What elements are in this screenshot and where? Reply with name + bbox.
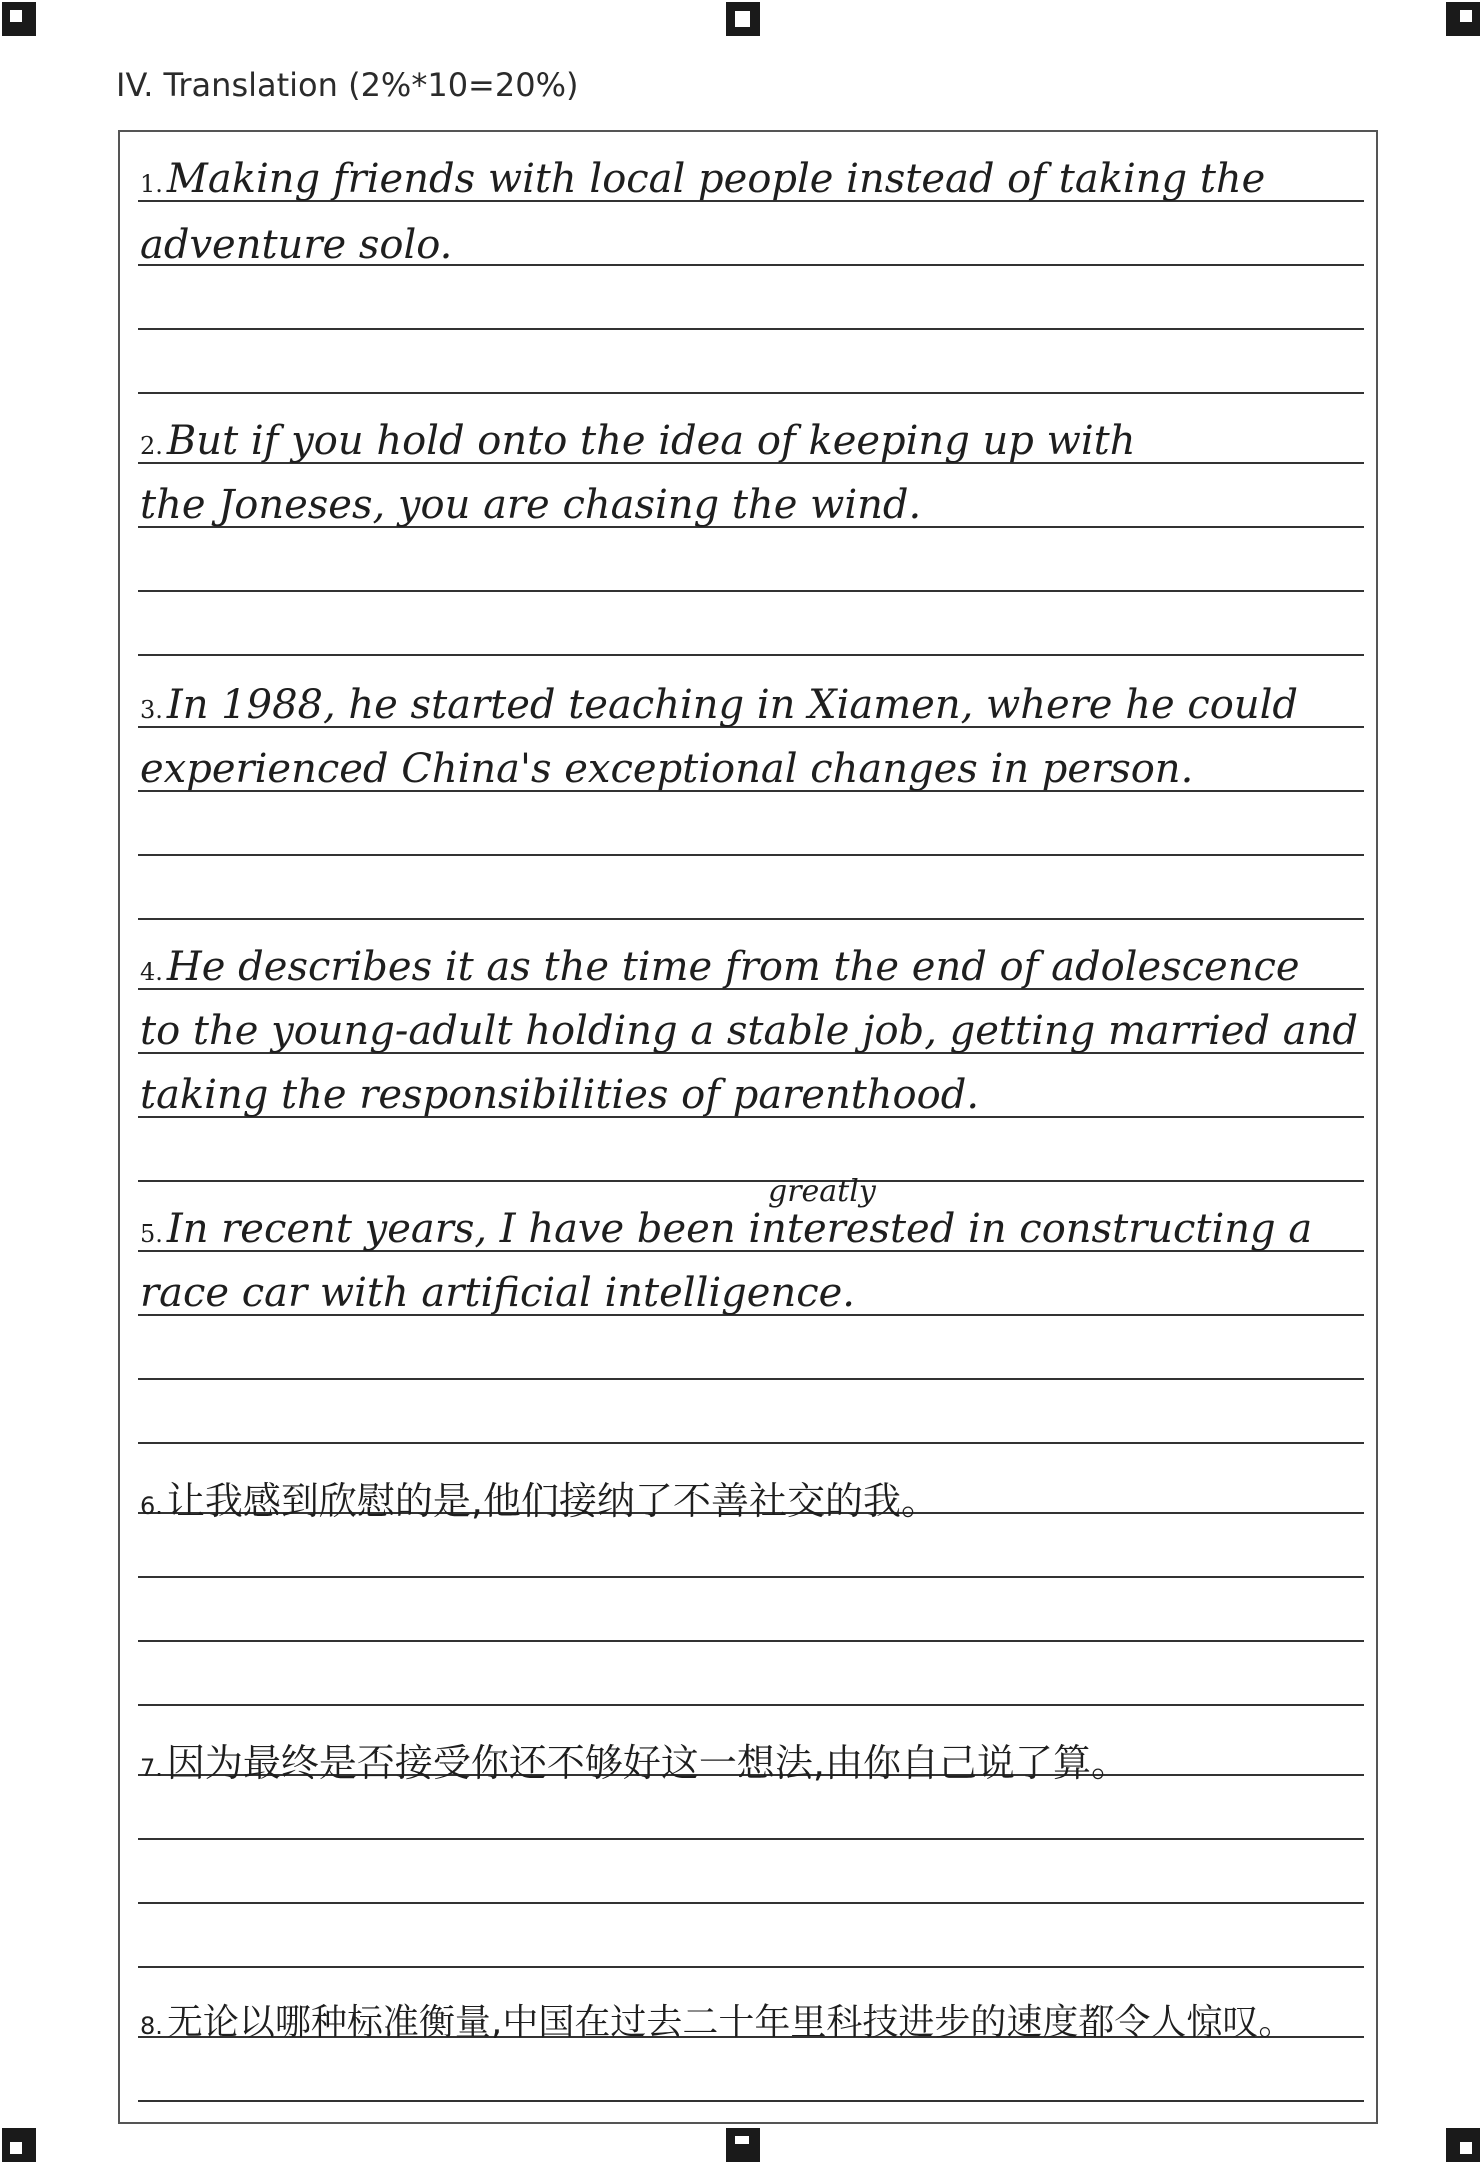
section-title: IV. Translation (2%*10=20%) — [116, 66, 579, 104]
ruled-line — [138, 590, 1364, 592]
registration-marker-top-right — [1446, 2, 1480, 36]
answer-4-line-3: taking the responsibilities of parenthood. — [140, 1072, 980, 1118]
ruled-line — [138, 854, 1364, 856]
registration-marker-top-center — [726, 2, 760, 36]
answer-5-line-2: race car with artificial intelligence. — [140, 1270, 855, 1316]
ruled-line — [138, 1378, 1364, 1380]
answer-2-line-2: the Joneses, you are chasing the wind. — [140, 482, 922, 528]
ruled-line — [138, 392, 1364, 394]
answer-3-line-2: experienced China's exceptional changes in person. — [140, 746, 1194, 792]
ruled-line — [138, 1704, 1364, 1706]
ruled-line — [138, 1180, 1364, 1182]
answer-1-line-2: adventure solo. — [140, 222, 453, 268]
ruled-line — [138, 1640, 1364, 1642]
answer-1-line-1: 1. Making friends with local people instead of taking the — [140, 156, 1266, 202]
answer-4-line-1: 4. He describes it as the time from the end of adolescence — [140, 944, 1300, 990]
ruled-line — [138, 2100, 1364, 2102]
ruled-line — [138, 1966, 1364, 1968]
ruled-line — [138, 918, 1364, 920]
registration-marker-bottom-center — [726, 2128, 760, 2162]
ruled-line — [138, 328, 1364, 330]
registration-marker-bottom-right — [1446, 2128, 1480, 2162]
ruled-line — [138, 1838, 1364, 1840]
ruled-line — [138, 1442, 1364, 1444]
answer-5-line-1: 5. In recent years, I have been interested in constructing a — [140, 1206, 1313, 1252]
ruled-line — [138, 1576, 1364, 1578]
answer-6-line-1: 6. 让我感到欣慰的是,他们接纳了不善社交的我。 — [140, 1479, 939, 1523]
answer-8-line-1: 8. 无论以哪种标准衡量,中国在过去二十年里科技进步的速度都令人惊叹。 — [140, 2002, 1295, 2043]
answer-3-line-1: 3. In 1988, he started teaching in Xiamen, where he could — [140, 682, 1298, 728]
registration-marker-top-left — [2, 2, 36, 36]
insertion-caret-greatly: greatly — [768, 1174, 876, 1209]
ruled-line — [138, 1902, 1364, 1904]
answer-2-line-1: 2. But if you hold onto the idea of keeping up with — [140, 418, 1136, 464]
ruled-line — [138, 654, 1364, 656]
registration-marker-bottom-left — [2, 2128, 36, 2162]
answer-4-line-2: to the young-adult holding a stable job, getting married and — [140, 1008, 1358, 1054]
answer-7-line-1: 7. 因为最终是否接受你还不够好这一想法,由你自己说了算。 — [140, 1741, 1129, 1785]
